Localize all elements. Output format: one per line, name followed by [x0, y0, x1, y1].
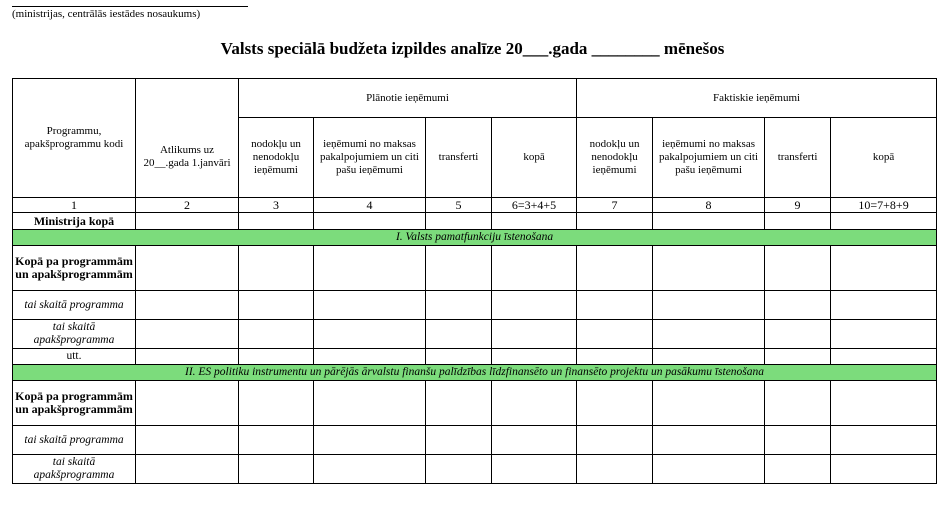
data-cell[interactable]: [314, 320, 426, 349]
header-program-codes: Programmu, apakšprogrammu kodi: [13, 79, 136, 198]
column-number: 7: [577, 198, 653, 213]
header-actual-fees: ieņēmumi no maksas pakalpojumiem un citi pašu ieņēmumi: [653, 118, 765, 198]
data-cell[interactable]: [577, 426, 653, 455]
header-actual-total: kopā: [831, 118, 937, 198]
header-planned-fees: ieņēmumi no maksas pakalpojumiem un citi pašu ieņēmumi: [314, 118, 426, 198]
section-1-title: I. Valsts pamatfunkciju īstenošana: [13, 230, 937, 246]
data-cell[interactable]: [577, 246, 653, 291]
data-cell[interactable]: [653, 320, 765, 349]
data-cell[interactable]: [239, 246, 314, 291]
table-row: [13, 320, 937, 349]
data-cell[interactable]: [765, 246, 831, 291]
budget-analysis-table: [12, 78, 937, 484]
table-row: [13, 349, 937, 365]
header-actual-transfers: transferti: [765, 118, 831, 198]
data-cell[interactable]: [653, 246, 765, 291]
data-cell[interactable]: [831, 349, 937, 365]
data-cell[interactable]: [239, 291, 314, 320]
data-cell[interactable]: [765, 381, 831, 426]
data-cell[interactable]: [426, 455, 492, 484]
data-cell[interactable]: [426, 381, 492, 426]
table-row: [13, 291, 937, 320]
data-cell[interactable]: [831, 320, 937, 349]
data-cell[interactable]: [314, 426, 426, 455]
data-cell[interactable]: [426, 291, 492, 320]
data-cell[interactable]: [831, 381, 937, 426]
data-cell[interactable]: [426, 349, 492, 365]
data-cell[interactable]: [239, 320, 314, 349]
data-cell[interactable]: [765, 291, 831, 320]
header-planned-revenue: Plānotie ieņēmumi: [239, 79, 577, 118]
page-title: Valsts speciālā budžeta izpildes analīze 20___.gada ________ mēnešos: [220, 39, 725, 58]
signature-line: [12, 6, 248, 7]
data-cell[interactable]: [314, 291, 426, 320]
data-cell[interactable]: [492, 320, 577, 349]
data-cell[interactable]: [653, 349, 765, 365]
ministry-total-row: [13, 213, 937, 230]
data-cell[interactable]: [314, 381, 426, 426]
data-cell[interactable]: [136, 455, 239, 484]
including-subprogram-label: tai skaitā apakšprogramma: [13, 320, 136, 349]
data-cell[interactable]: [239, 213, 314, 230]
data-cell[interactable]: [577, 320, 653, 349]
ministry-total-label: Ministrija kopā: [13, 213, 136, 230]
data-cell[interactable]: [136, 291, 239, 320]
data-cell[interactable]: [492, 381, 577, 426]
total-programs-label: Kopā pa programmām un apakšprogrammām: [13, 381, 136, 426]
data-cell[interactable]: [492, 455, 577, 484]
column-number: 6=3+4+5: [492, 198, 577, 213]
header-actual-revenue: Faktiskie ieņēmumi: [577, 79, 937, 118]
data-cell[interactable]: [831, 246, 937, 291]
data-cell[interactable]: [492, 246, 577, 291]
data-cell[interactable]: [136, 246, 239, 291]
data-cell[interactable]: [653, 455, 765, 484]
column-number: 8: [653, 198, 765, 213]
data-cell[interactable]: [653, 291, 765, 320]
data-cell[interactable]: [577, 381, 653, 426]
data-cell[interactable]: [239, 349, 314, 365]
ministry-name-caption: (ministrijas, centrālās iestādes nosaukums): [12, 8, 201, 20]
data-cell[interactable]: [426, 426, 492, 455]
data-cell[interactable]: [492, 291, 577, 320]
column-number: 10=7+8+9: [831, 198, 937, 213]
data-cell[interactable]: [765, 426, 831, 455]
data-cell[interactable]: [314, 455, 426, 484]
data-cell[interactable]: [653, 381, 765, 426]
data-cell[interactable]: [136, 213, 239, 230]
header-planned-tax: nodokļu un nenodokļu ieņēmumi: [239, 118, 314, 198]
column-number-row: [13, 198, 937, 213]
data-cell[interactable]: [314, 246, 426, 291]
data-cell[interactable]: [765, 213, 831, 230]
data-cell[interactable]: [136, 349, 239, 365]
header-planned-total: kopā: [492, 118, 577, 198]
including-program-label: tai skaitā programma: [13, 291, 136, 320]
column-number: 9: [765, 198, 831, 213]
data-cell[interactable]: [426, 213, 492, 230]
data-cell[interactable]: [426, 246, 492, 291]
data-cell[interactable]: [136, 381, 239, 426]
data-cell[interactable]: [577, 213, 653, 230]
section-row-2: [13, 365, 937, 381]
data-cell[interactable]: [492, 213, 577, 230]
data-cell[interactable]: [314, 213, 426, 230]
header-planned-transfers: transferti: [426, 118, 492, 198]
data-cell[interactable]: [426, 320, 492, 349]
data-cell[interactable]: [831, 291, 937, 320]
column-number: 2: [136, 198, 239, 213]
data-cell[interactable]: [831, 213, 937, 230]
section-row-1: [13, 230, 937, 246]
header-actual-tax: nodokļu un nenodokļu ieņēmumi: [577, 118, 653, 198]
data-cell[interactable]: [765, 349, 831, 365]
column-number: 3: [239, 198, 314, 213]
data-cell[interactable]: [831, 455, 937, 484]
table-row: [13, 246, 937, 291]
header-row-groups: [13, 79, 937, 118]
data-cell[interactable]: [136, 426, 239, 455]
data-cell[interactable]: [653, 426, 765, 455]
section-2-title: II. ES politiku instrumentu un pārējās ārvalstu finanšu palīdzības līdzfinansēto un finansēto projektu un pasākumu īstenošana: [13, 365, 937, 381]
data-cell[interactable]: [653, 213, 765, 230]
column-number: 4: [314, 198, 426, 213]
data-cell[interactable]: [765, 320, 831, 349]
table-row: [13, 381, 937, 426]
header-opening-balance: Atlikums uz 20__.gada 1.janvāri: [136, 79, 239, 198]
data-cell[interactable]: [765, 455, 831, 484]
including-program-label: tai skaitā programma: [13, 426, 136, 455]
etc-label: utt.: [13, 349, 136, 365]
data-cell[interactable]: [492, 426, 577, 455]
including-subprogram-label: tai skaitā apakšprogramma: [13, 455, 136, 484]
data-cell[interactable]: [314, 349, 426, 365]
table-row: [13, 455, 937, 484]
column-number: 1: [13, 198, 136, 213]
data-cell[interactable]: [136, 320, 239, 349]
data-cell[interactable]: [577, 455, 653, 484]
data-cell[interactable]: [239, 426, 314, 455]
data-cell[interactable]: [577, 349, 653, 365]
data-cell[interactable]: [239, 381, 314, 426]
data-cell[interactable]: [492, 349, 577, 365]
data-cell[interactable]: [831, 426, 937, 455]
data-cell[interactable]: [239, 455, 314, 484]
column-number: 5: [426, 198, 492, 213]
total-programs-label: Kopā pa programmām un apakšprogrammām: [13, 246, 136, 291]
data-cell[interactable]: [577, 291, 653, 320]
table-row: [13, 426, 937, 455]
